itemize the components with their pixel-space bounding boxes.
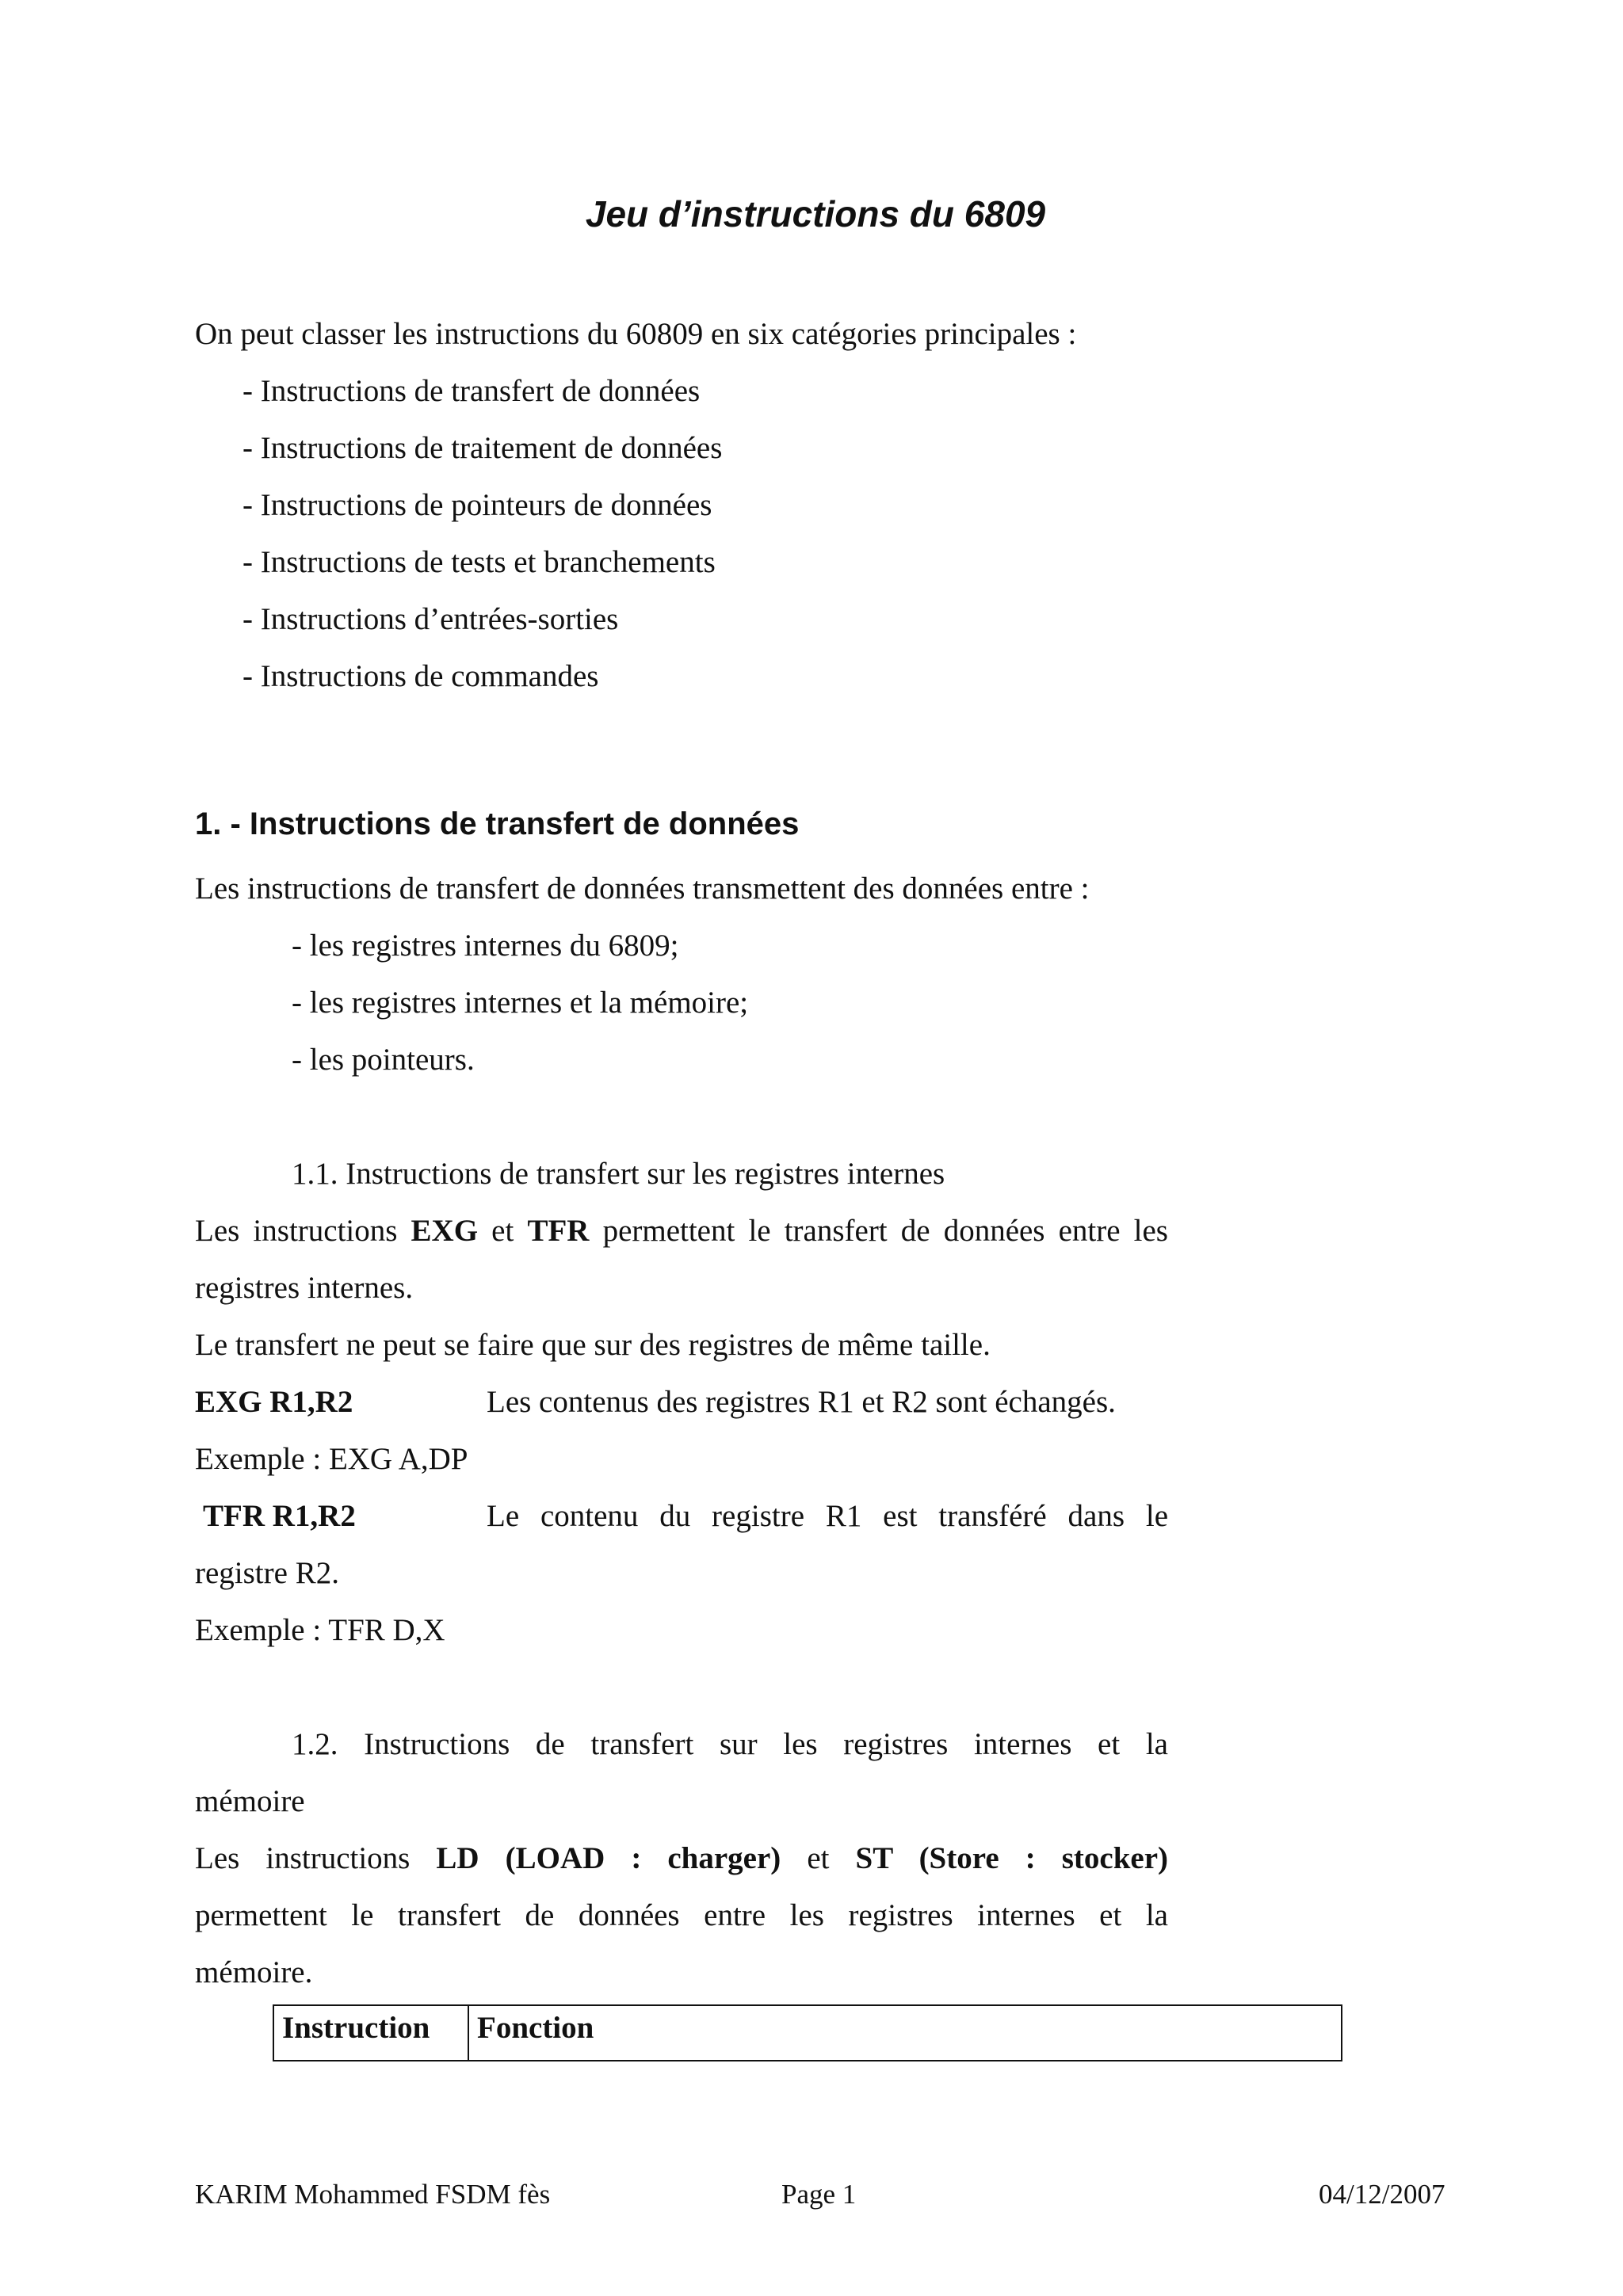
tfr-description-cont: registre R2. [195,1556,339,1590]
paragraph-line: registres internes. [195,1271,414,1305]
ld-st-paragraph-line: Les instructions LD (LOAD : charger) et ST (Store : stocker) [195,1841,1168,1875]
section-intro: Les instructions de transfert de données transmettent des données entre : [195,871,1090,906]
footer-page-number: Page 1 [781,2179,857,2210]
exg-label: EXG R1,R2 [195,1385,353,1419]
exg-example: Exemple : EXG A,DP [195,1442,468,1476]
exg-description: Les contenus des registres R1 et R2 sont échangés. [487,1385,1116,1419]
paragraph-line: Le transfert ne peut se faire que sur des registres de même taille. [195,1328,991,1362]
category-item: - Instructions d’entrées-sorties [242,602,619,636]
subsection-heading: 1.2. Instructions de transfert sur les registres internes et la [292,1727,1168,1761]
tfr-label: TFR R1,R2 [203,1499,356,1533]
subsection-heading: 1.1. Instructions de transfert sur les registres internes [292,1157,945,1191]
table-header-instruction: Instruction [274,2006,469,2060]
category-item: - Instructions de traitement de données [242,431,723,465]
subsection-heading-cont: mémoire [195,1784,305,1818]
category-item: - Instructions de transfert de données [242,374,701,408]
section-heading: 1. - Instructions de transfert de données [195,807,800,841]
category-item: - Instructions de tests et branchements [242,545,716,579]
paragraph-line: mémoire. [195,1955,313,1989]
document-title: Jeu d’instructions du 6809 [585,193,1046,235]
category-item: - Instructions de commandes [242,659,599,693]
transfer-item: - les registres internes du 6809; [292,929,679,963]
paragraph-line: permettent le transfert de données entre les registres internes et la [195,1898,1168,1932]
instruction-table [273,2004,1342,2061]
intro-paragraph: On peut classer les instructions du 60809 en six catégories principales : [195,317,1077,351]
transfer-item: - les registres internes et la mémoire; [292,986,749,1020]
table-header-fonction: Fonction [477,2011,594,2045]
footer-author: KARIM Mohammed FSDM fès [195,2179,551,2210]
tfr-description: Le contenu du registre R1 est transféré dans le [487,1499,1168,1533]
footer-date: 04/12/2007 [1319,2179,1445,2210]
tfr-example: Exemple : TFR D,X [195,1613,445,1647]
exg-tfr-paragraph-line: Les instructions EXG et TFR permettent le transfert de données entre les [195,1214,1168,1248]
transfer-item: - les pointeurs. [292,1043,475,1077]
category-item: - Instructions de pointeurs de données [242,488,712,522]
